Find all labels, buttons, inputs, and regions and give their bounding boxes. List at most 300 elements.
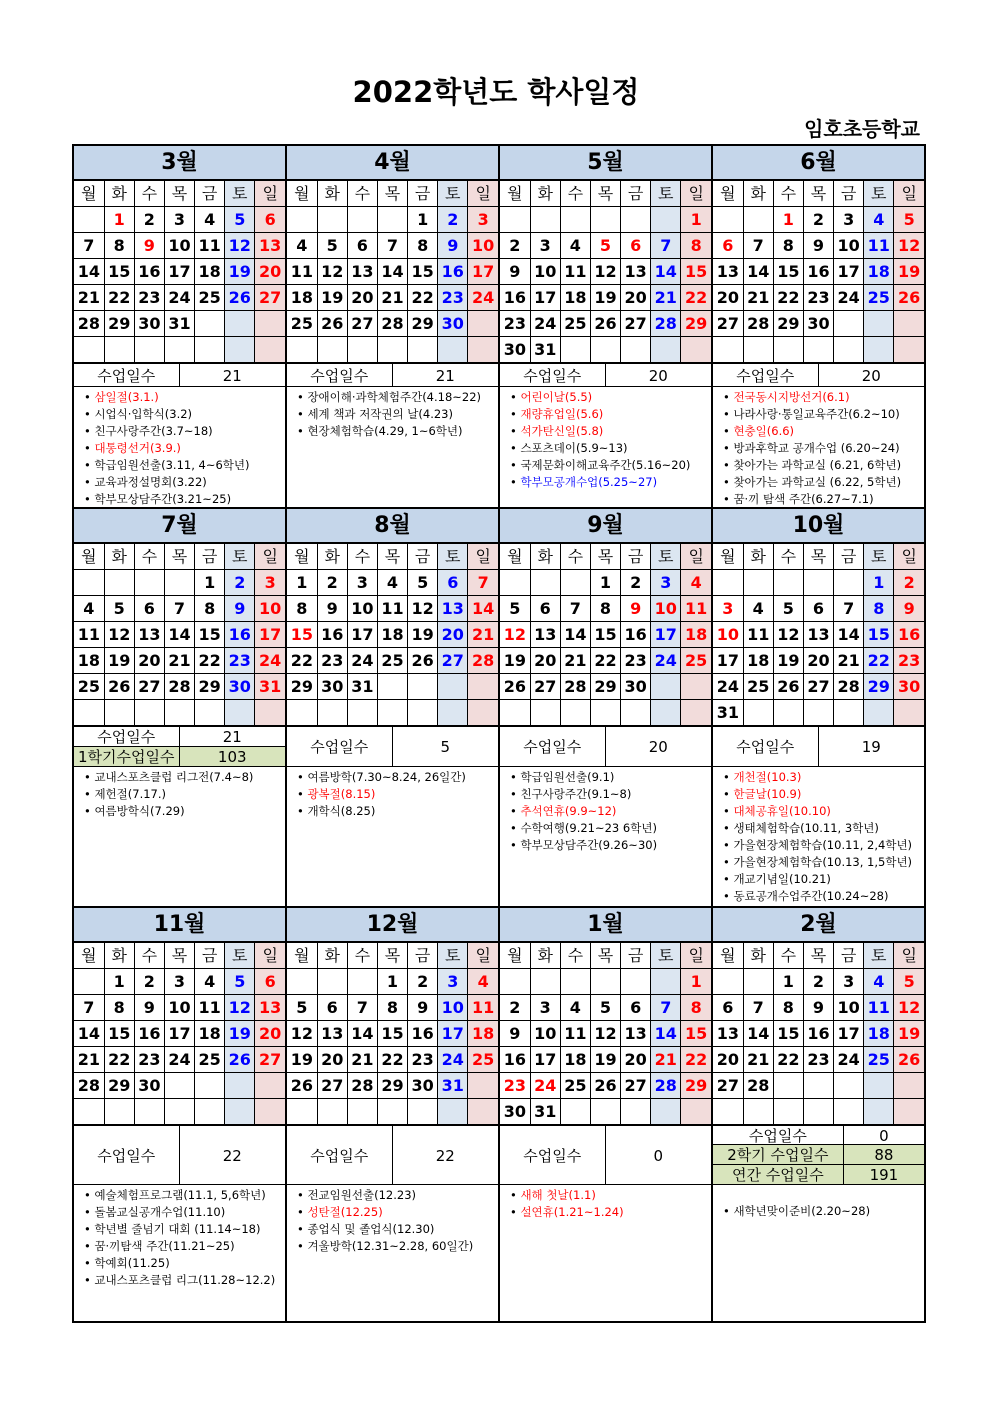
week-row [287, 207, 498, 233]
day-cell: 16 [894, 622, 924, 648]
day-cell: 13 [621, 1021, 651, 1047]
day-cell: 27 [803, 674, 833, 700]
quarter-block [72, 144, 926, 507]
day-cell: 8 [408, 233, 438, 259]
day-cell: 20 [134, 648, 164, 674]
week-row [74, 700, 285, 726]
day-cell: 12 [894, 995, 924, 1021]
day-cell: 13 [713, 259, 743, 285]
day-cell: 22 [377, 1047, 407, 1073]
weekday-cell: 월 [500, 544, 530, 570]
day-cell: 1 [287, 570, 317, 596]
day-cell: 19 [500, 648, 530, 674]
day-cell [530, 969, 560, 995]
month-column [498, 908, 711, 1321]
week-row [74, 622, 285, 648]
weekday-cell: 토 [225, 943, 255, 969]
event-item: • 찾아가는 과학교실 (6.21, 6학년) [723, 457, 924, 474]
day-cell: 19 [225, 1021, 255, 1047]
day-cell [894, 337, 924, 363]
day-cell: 10 [164, 233, 194, 259]
week-row [74, 995, 285, 1021]
day-cell: 19 [773, 648, 803, 674]
day-cell: 15 [773, 1021, 803, 1047]
day-cell [195, 337, 225, 363]
weekday-cell: 금 [408, 181, 438, 207]
day-cell [438, 700, 468, 726]
day-cell: 12 [317, 259, 347, 285]
day-cell: 9 [225, 596, 255, 622]
day-cell: 22 [408, 285, 438, 311]
weekday-cell: 월 [500, 181, 530, 207]
week-row [713, 285, 924, 311]
day-cell [287, 969, 317, 995]
event-list [74, 1185, 285, 1305]
day-cell [164, 1099, 194, 1125]
lesson-days-row [500, 726, 711, 767]
day-cell: 8 [590, 596, 620, 622]
event-item: • 나라사랑·통일교육주간(6.2~10) [723, 406, 924, 423]
day-cell: 14 [651, 259, 681, 285]
day-cell [347, 207, 377, 233]
day-cell: 10 [530, 1021, 560, 1047]
day-cell: 3 [347, 570, 377, 596]
week-row [287, 337, 498, 363]
day-cell: 19 [287, 1047, 317, 1073]
day-cell: 5 [225, 207, 255, 233]
month-calendar [74, 543, 285, 726]
day-cell [590, 337, 620, 363]
day-cell: 31 [438, 1073, 468, 1099]
weekday-cell: 토 [864, 943, 894, 969]
week-row [74, 337, 285, 363]
day-cell: 5 [408, 570, 438, 596]
day-cell [347, 337, 377, 363]
day-cell [104, 337, 134, 363]
event-item: • 학예회(11.25) [84, 1255, 285, 1272]
weekday-cell: 월 [287, 181, 317, 207]
day-cell: 4 [681, 570, 711, 596]
day-cell: 28 [468, 648, 498, 674]
day-cell: 9 [317, 596, 347, 622]
day-cell: 10 [834, 233, 864, 259]
day-cell [408, 1099, 438, 1125]
weekday-row [287, 544, 498, 570]
weekday-cell: 토 [651, 943, 681, 969]
day-cell [621, 207, 651, 233]
day-cell [621, 700, 651, 726]
day-cell: 13 [438, 596, 468, 622]
event-list [287, 767, 498, 906]
day-cell: 17 [713, 648, 743, 674]
day-cell: 11 [743, 622, 773, 648]
day-cell [408, 700, 438, 726]
day-cell: 23 [500, 1073, 530, 1099]
day-cell: 17 [164, 259, 194, 285]
day-cell [743, 969, 773, 995]
day-cell: 29 [195, 674, 225, 700]
day-cell: 18 [864, 1021, 894, 1047]
day-cell [773, 1073, 803, 1099]
lesson-days-row [74, 726, 285, 747]
day-cell: 6 [255, 207, 285, 233]
day-cell [225, 311, 255, 337]
day-cell [438, 674, 468, 700]
weekday-cell: 수 [560, 181, 590, 207]
day-cell: 8 [773, 995, 803, 1021]
lesson-days-label: 수업일수 [287, 1126, 393, 1184]
week-row [500, 1099, 711, 1125]
week-row [713, 233, 924, 259]
day-cell [104, 700, 134, 726]
week-row [74, 570, 285, 596]
day-cell: 4 [743, 596, 773, 622]
annual-days-value: 191 [844, 1165, 924, 1184]
day-cell [834, 700, 864, 726]
lesson-days-value: 0 [879, 1127, 889, 1145]
day-cell: 31 [530, 337, 560, 363]
day-cell: 8 [104, 233, 134, 259]
month-column [285, 146, 498, 507]
event-item: • 현충일(6.6) [723, 423, 924, 440]
day-cell: 30 [317, 674, 347, 700]
day-cell [74, 969, 104, 995]
day-cell: 11 [287, 259, 317, 285]
day-cell: 27 [255, 1047, 285, 1073]
day-cell: 26 [104, 674, 134, 700]
day-cell: 11 [864, 233, 894, 259]
day-cell: 18 [864, 259, 894, 285]
day-cell [195, 700, 225, 726]
day-cell [438, 1099, 468, 1125]
day-cell: 18 [195, 259, 225, 285]
day-cell: 23 [134, 285, 164, 311]
day-cell: 17 [164, 1021, 194, 1047]
day-cell: 24 [834, 285, 864, 311]
lesson-days-row [500, 363, 711, 387]
lesson-days-row [713, 726, 924, 767]
event-item: • 교내스포츠클럽 리그(11.28~12.2) [84, 1272, 285, 1289]
week-row [500, 311, 711, 337]
day-cell: 5 [225, 969, 255, 995]
weekday-cell: 일 [255, 544, 285, 570]
day-cell [164, 700, 194, 726]
event-item: • 가을현장체험학습(10.13, 1,5학년) [723, 854, 924, 871]
day-cell: 25 [377, 648, 407, 674]
day-cell: 17 [834, 1021, 864, 1047]
day-cell [255, 337, 285, 363]
day-cell [713, 1099, 743, 1125]
weekday-cell: 월 [287, 943, 317, 969]
day-cell: 24 [164, 1047, 194, 1073]
day-cell: 9 [408, 995, 438, 1021]
weekday-cell: 금 [834, 943, 864, 969]
weekday-cell: 화 [104, 544, 134, 570]
weekday-cell: 금 [195, 544, 225, 570]
day-cell: 29 [773, 311, 803, 337]
day-cell: 25 [74, 674, 104, 700]
day-cell: 2 [134, 207, 164, 233]
event-item: • 시업식·입학식(3.2) [84, 406, 285, 423]
day-cell: 8 [287, 596, 317, 622]
day-cell: 7 [651, 995, 681, 1021]
day-cell: 12 [590, 1021, 620, 1047]
day-cell: 5 [104, 596, 134, 622]
day-cell [894, 1099, 924, 1125]
day-cell [134, 337, 164, 363]
day-cell [255, 1099, 285, 1125]
day-cell [317, 700, 347, 726]
weekday-cell: 토 [651, 544, 681, 570]
calendar-grid [72, 144, 926, 1323]
day-cell: 3 [713, 596, 743, 622]
weekday-cell: 금 [195, 181, 225, 207]
day-cell: 30 [134, 1073, 164, 1099]
week-row [287, 311, 498, 337]
lesson-days-value: 0 [653, 1147, 664, 1165]
day-cell: 2 [438, 207, 468, 233]
day-cell [74, 337, 104, 363]
weekday-cell: 월 [713, 943, 743, 969]
day-cell [864, 311, 894, 337]
day-cell: 12 [408, 596, 438, 622]
day-cell: 14 [347, 1021, 377, 1047]
weekday-cell: 화 [530, 181, 560, 207]
week-row [74, 233, 285, 259]
day-cell: 15 [377, 1021, 407, 1047]
weekday-row [74, 544, 285, 570]
day-cell: 21 [347, 1047, 377, 1073]
day-cell: 27 [347, 311, 377, 337]
day-cell: 29 [590, 674, 620, 700]
event-list [713, 387, 924, 507]
day-cell: 20 [255, 259, 285, 285]
weekday-cell: 화 [530, 943, 560, 969]
day-cell: 24 [530, 311, 560, 337]
day-cell [530, 700, 560, 726]
day-cell [864, 1099, 894, 1125]
day-cell: 27 [621, 311, 651, 337]
day-cell [651, 1099, 681, 1125]
month-column [74, 908, 285, 1321]
quarter-block [72, 906, 926, 1323]
day-cell: 10 [468, 233, 498, 259]
event-item: • 전교임원선출(12.23) [297, 1187, 498, 1204]
lesson-days-value: 20 [648, 738, 668, 756]
day-cell [287, 1099, 317, 1125]
day-cell: 16 [134, 259, 164, 285]
day-cell: 22 [773, 1047, 803, 1073]
day-cell: 5 [500, 596, 530, 622]
day-cell: 24 [713, 674, 743, 700]
day-cell [225, 337, 255, 363]
day-cell: 12 [225, 995, 255, 1021]
day-cell: 29 [681, 1073, 711, 1099]
day-cell: 28 [834, 674, 864, 700]
day-cell: 23 [317, 648, 347, 674]
weekday-cell: 금 [408, 544, 438, 570]
event-item: • 생태체험학습(10.11, 3학년) [723, 820, 924, 837]
day-cell [803, 700, 833, 726]
day-cell: 26 [408, 648, 438, 674]
day-cell [834, 1099, 864, 1125]
month-column [285, 509, 498, 906]
week-row [713, 207, 924, 233]
day-cell: 18 [743, 648, 773, 674]
weekday-cell: 수 [560, 544, 590, 570]
event-list [713, 767, 924, 906]
day-cell [803, 570, 833, 596]
day-cell: 30 [134, 311, 164, 337]
day-cell [530, 207, 560, 233]
week-row [287, 233, 498, 259]
day-cell [713, 337, 743, 363]
day-cell [560, 700, 590, 726]
day-cell [377, 700, 407, 726]
day-cell: 13 [713, 1021, 743, 1047]
weekday-row [74, 181, 285, 207]
day-cell: 12 [225, 233, 255, 259]
week-row [500, 969, 711, 995]
day-cell: 24 [834, 1047, 864, 1073]
day-cell: 25 [560, 1073, 590, 1099]
day-cell [651, 337, 681, 363]
day-cell: 25 [864, 285, 894, 311]
day-cell: 13 [255, 233, 285, 259]
weekday-row [287, 181, 498, 207]
day-cell: 24 [347, 648, 377, 674]
day-cell: 14 [468, 596, 498, 622]
weekday-cell: 수 [773, 181, 803, 207]
event-item: • 추석연휴(9.9~12) [510, 803, 711, 820]
day-cell: 20 [713, 1047, 743, 1073]
event-item: • 방과후학교 공개수업 (6.20~24) [723, 440, 924, 457]
weekday-cell: 목 [164, 544, 194, 570]
day-cell: 28 [743, 311, 773, 337]
event-item: • 겨울방학(12.31~2.28, 60일간) [297, 1238, 498, 1255]
day-cell: 14 [560, 622, 590, 648]
week-row [287, 648, 498, 674]
day-cell: 27 [530, 674, 560, 700]
event-item: • 삼일절(3.1.) [84, 389, 285, 406]
month-column [498, 146, 711, 507]
day-cell: 17 [651, 622, 681, 648]
event-item: • 친구사랑주간(9.1~8) [510, 786, 711, 803]
day-cell: 1 [104, 207, 134, 233]
day-cell: 25 [195, 285, 225, 311]
month-header: 1월 [500, 908, 711, 942]
week-row [713, 1073, 924, 1099]
day-cell: 28 [347, 1073, 377, 1099]
weekday-row [713, 943, 924, 969]
day-cell: 11 [74, 622, 104, 648]
day-cell: 28 [651, 311, 681, 337]
event-item: • 예술체험프로그램(11.1, 5,6학년) [84, 1187, 285, 1204]
day-cell: 19 [225, 259, 255, 285]
day-cell: 31 [347, 674, 377, 700]
weekday-cell: 금 [621, 943, 651, 969]
day-cell: 27 [713, 1073, 743, 1099]
day-cell: 10 [255, 596, 285, 622]
day-cell: 20 [713, 285, 743, 311]
day-cell: 17 [530, 285, 560, 311]
event-item: • 친구사랑주간(3.7~18) [84, 423, 285, 440]
day-cell: 29 [681, 311, 711, 337]
day-cell: 27 [438, 648, 468, 674]
day-cell: 19 [408, 622, 438, 648]
month-calendar [74, 180, 285, 363]
day-cell: 24 [255, 648, 285, 674]
day-cell: 9 [621, 596, 651, 622]
day-cell: 15 [195, 622, 225, 648]
day-cell: 23 [803, 1047, 833, 1073]
day-cell [134, 570, 164, 596]
day-cell: 20 [621, 1047, 651, 1073]
day-cell [590, 1099, 620, 1125]
week-row [74, 674, 285, 700]
day-cell: 6 [621, 995, 651, 1021]
day-cell: 20 [255, 1021, 285, 1047]
day-cell [74, 1099, 104, 1125]
day-cell: 7 [164, 596, 194, 622]
page-title: 2022학년도 학사일정 [352, 75, 640, 109]
day-cell: 3 [255, 570, 285, 596]
weekday-cell: 목 [803, 943, 833, 969]
weekday-cell: 화 [530, 544, 560, 570]
weekday-row [713, 181, 924, 207]
weekday-cell: 금 [195, 943, 225, 969]
day-cell: 15 [104, 259, 134, 285]
day-cell: 22 [104, 285, 134, 311]
day-cell: 8 [773, 233, 803, 259]
day-cell: 13 [317, 1021, 347, 1047]
day-cell [317, 969, 347, 995]
day-cell [287, 337, 317, 363]
day-cell [408, 674, 438, 700]
month-calendar [287, 942, 498, 1125]
event-list [287, 387, 498, 507]
day-cell [651, 969, 681, 995]
day-cell: 2 [621, 570, 651, 596]
day-cell [773, 700, 803, 726]
day-cell [500, 570, 530, 596]
event-list [287, 1185, 498, 1305]
day-cell: 14 [164, 622, 194, 648]
day-cell [317, 337, 347, 363]
day-cell: 28 [377, 311, 407, 337]
day-cell [287, 207, 317, 233]
event-item: • 개천절(10.3) [723, 769, 924, 786]
day-cell: 28 [164, 674, 194, 700]
day-cell: 26 [590, 311, 620, 337]
day-cell: 4 [560, 233, 590, 259]
month-calendar [287, 180, 498, 363]
week-row [287, 1099, 498, 1125]
day-cell: 10 [713, 622, 743, 648]
day-cell [560, 1099, 590, 1125]
day-cell: 17 [438, 1021, 468, 1047]
day-cell: 20 [530, 648, 560, 674]
day-cell: 29 [408, 311, 438, 337]
month-calendar [500, 942, 711, 1125]
day-cell: 18 [74, 648, 104, 674]
day-cell: 11 [195, 995, 225, 1021]
weekday-cell: 토 [864, 544, 894, 570]
day-cell: 3 [164, 207, 194, 233]
day-cell: 13 [255, 995, 285, 1021]
day-cell: 1 [681, 969, 711, 995]
weekday-row [287, 943, 498, 969]
